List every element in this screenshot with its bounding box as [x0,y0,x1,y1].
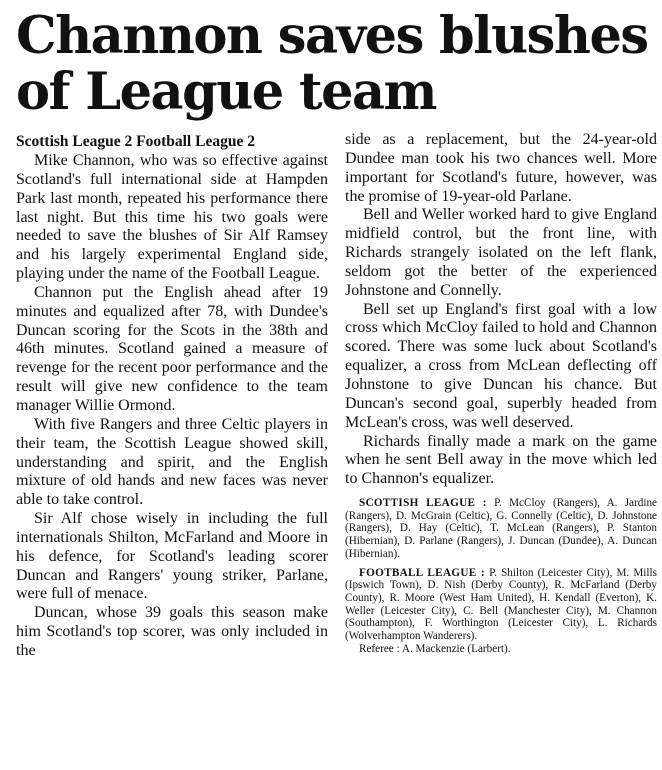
left-column [16,132,328,661]
body-paragraph: Sir Alf chose wisely in including the full internationals Shilton, McFarland and Moore in his defence, for Scotland's leading scorer Duncan and Rangers' young striker, Parlane, were full of menace. [16,510,328,603]
body-paragraph: With five Rangers and three Celtic players in their team, the Scottish League showed skill, understanding and spirit, and the English mixture of old hands and new faces was never able to take control. [16,415,328,509]
body-paragraph: Richards finally made a mark on the game when he sent Bell away in the move which led to Channon's equalizer. [345,432,657,488]
referee-line: Referee : A. Mackenzie (Larbert). [359,642,511,655]
headline-line-1: Channon saves blushes [16,6,648,66]
body-paragraph: Bell set up England's first goal with a low cross which McCloy failed to hold and Channon scored. There was some luck about Scotland's equalizer, a cross from McLean deflecting off Johnstone to give Duncan his chance. But Duncan's second goal, superbly headed from McLean's cross, was well deserved. [345,300,657,431]
football-league-lineup-label: FOOTBALL LEAGUE : [359,566,485,579]
body-paragraph: Channon put the English ahead after 19 minutes and equalized after 78, with Dundee's Duncan scoring for the Scots in the 38th and 46th minutes. Scotland gained a measure of revenge for the recent poor performance and the result will give new confidence to the team manager Willie Ormond. [16,283,328,414]
football-league-lineup-players: P. Shilton (Leicester City), M. Mills (Ipswich Town), D. Nish (Derby County), R. McFarland (Derby County), R. Moore (West Ham United), H. Kendall (Everton), K. Weller (Leicester City), C. Bell (Manchester City), M. Channon (Southampton), F. Worthington (Leicester City), L. Richards (Wolverhampton Wanderers). [345,566,657,643]
headline-line-2: of League team [16,62,437,122]
football-league-lineup [345,567,657,643]
body-paragraph: side as a replacement, but the 24-year-old Dundee man took his two chances well. More important for Scotland's future, however, was the promise of 19-year-old Parlane. [345,131,657,205]
scottish-lineup-label: SCOTTISH LEAGUE : [359,497,487,510]
team-lineups [345,497,657,655]
score-subhead: Scottish League 2 Football League 2 [16,133,255,150]
body-paragraph: Bell and Weller worked hard to give England midfield control, but the front line, with Richards strangely isolated on the left flank, seldom got the better of the experienced Johnstone and Connelly. [345,206,657,299]
body-paragraph: Mike Channon, who was so effective against Scotland's full international side at Hampden Park last month, repeated his performance there last night. But this time his two goals were needed to save the blushes of Sir Alf Ramsey and his largely experimental England side, playing under the name of the Football League. [16,152,328,283]
scottish-lineup-players: P. McCloy (Rangers), A. Jardine (Rangers), D. McGrain (Celtic), G. Connelly (Celtic), D. Johnstone (Rangers), D. Hay (Celtic), T. McLean (Rangers), P. Stanton (Hibernian), D. Parlane (Rangers), J. Duncan (Dundee), A. Duncan (Hibernian). [345,497,658,560]
headline [16,8,656,120]
body-paragraph: Duncan, whose 39 goals this season make him Scotland's top scorer, was only included in the [16,604,328,659]
right-column [345,131,657,661]
scottish-lineup [345,497,657,561]
